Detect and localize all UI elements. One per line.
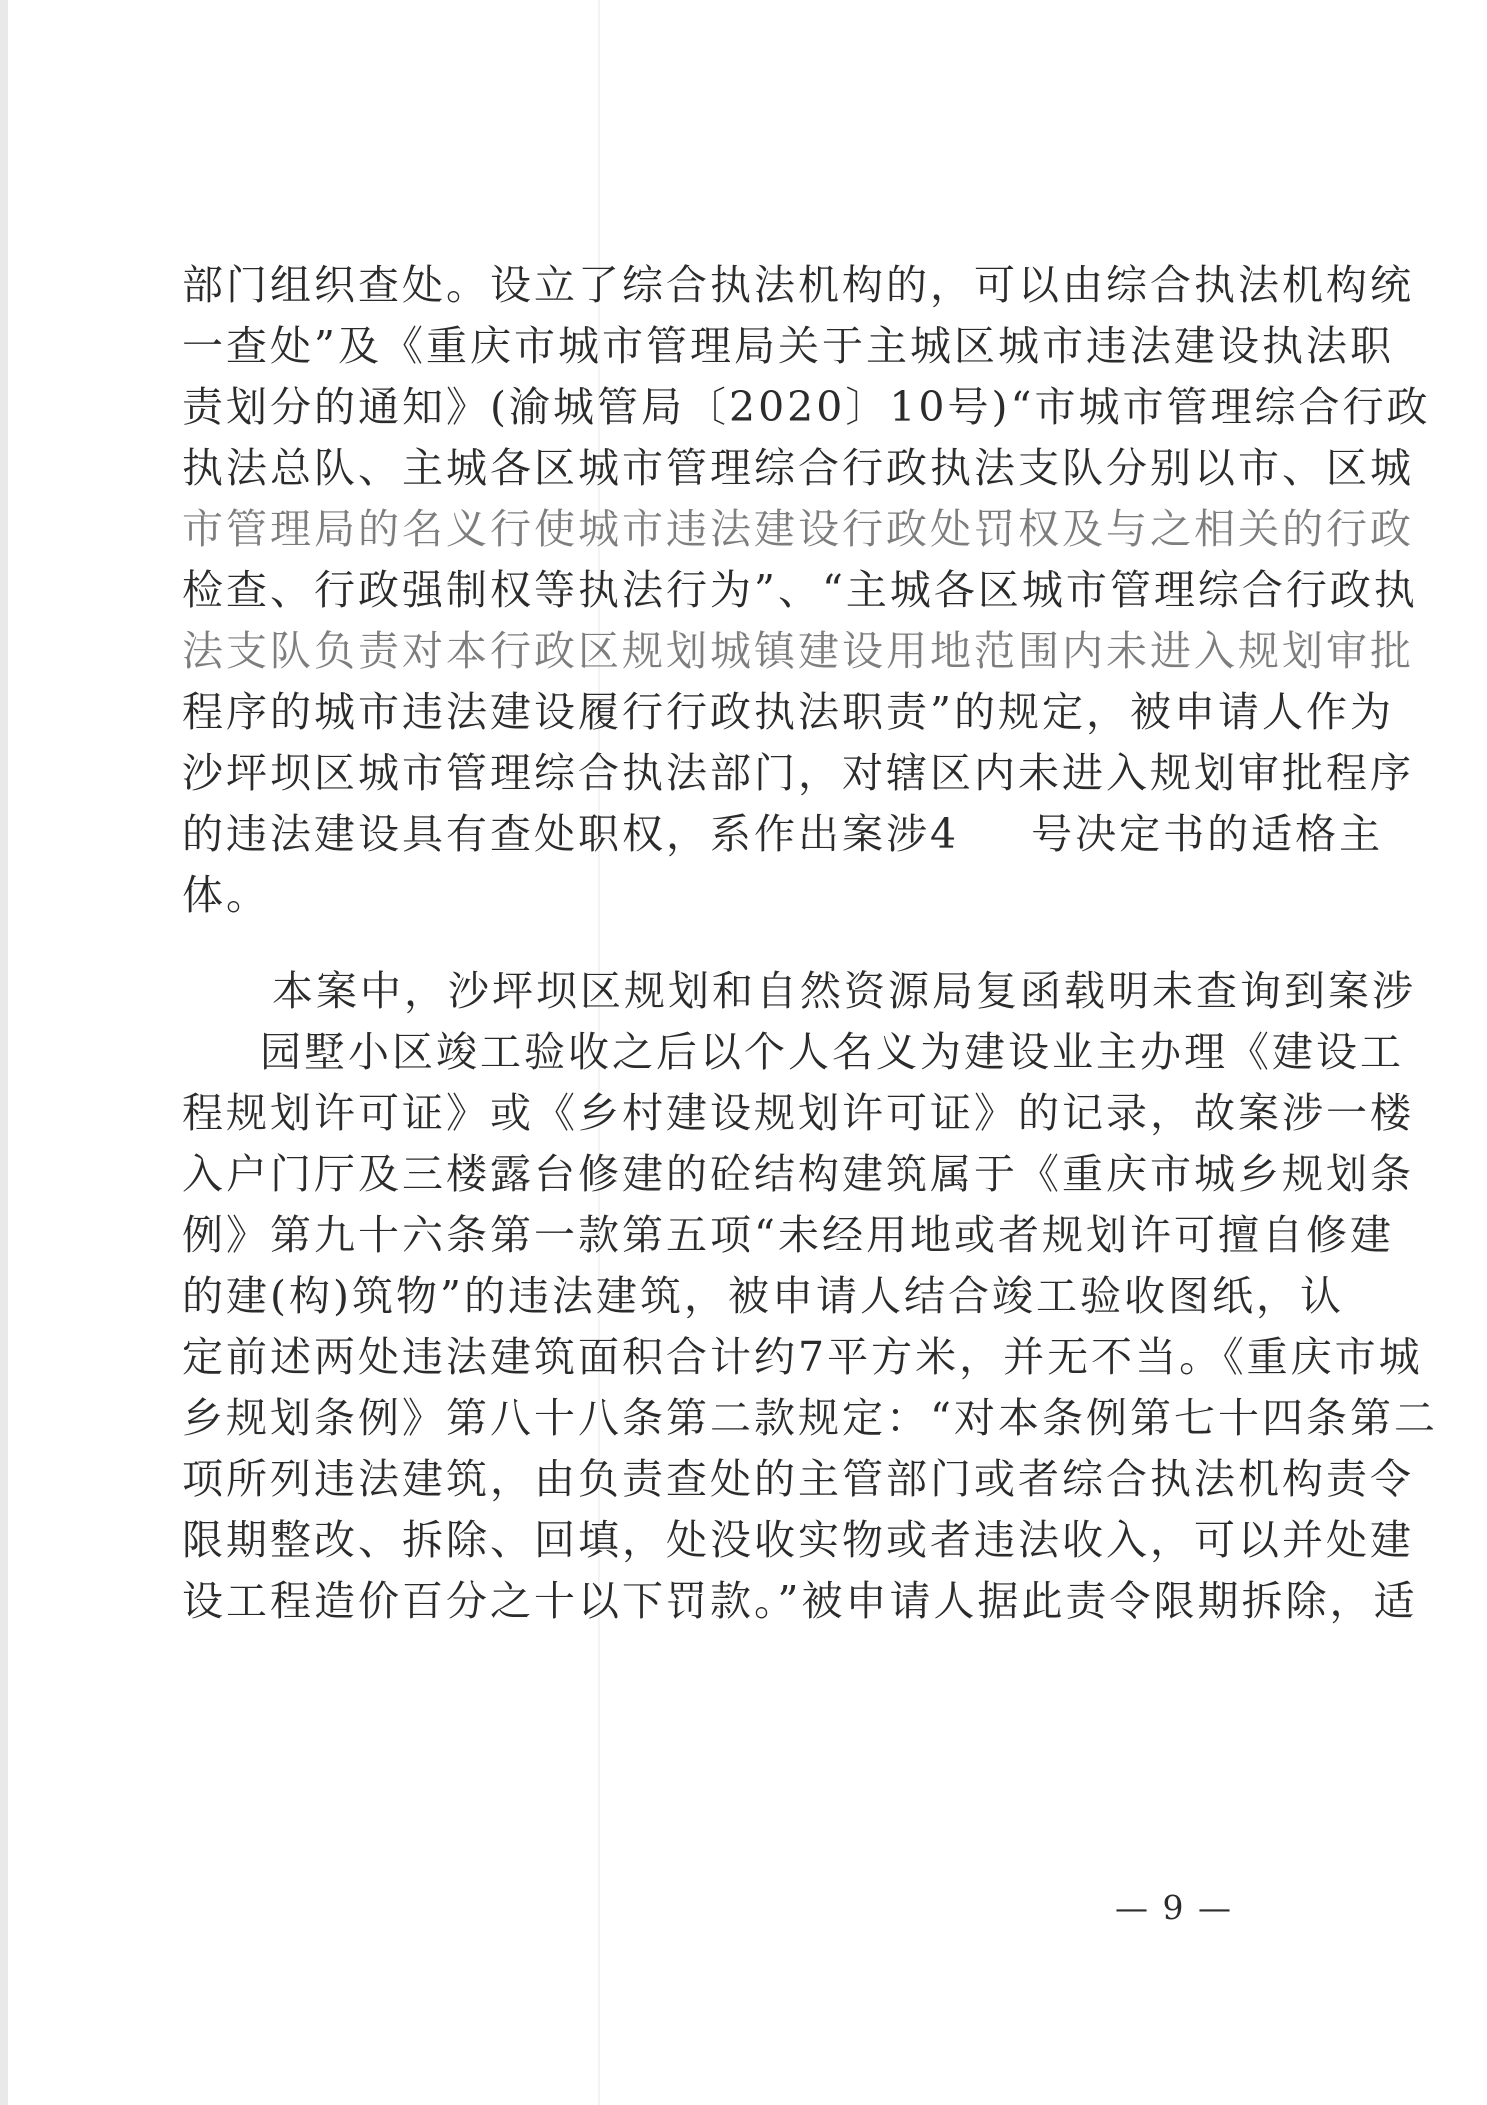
text-line: 限期整改、拆除、回填，处没收实物或者违法收入，可以并处建	[182, 1516, 1414, 1564]
text-line: 程规划许可证》或《乡村建设规划许可证》的记录，故案涉一楼	[182, 1089, 1414, 1137]
text-line: 的建(构)筑物”的违法建筑，被申请人结合竣工验收图纸，认	[182, 1272, 1344, 1320]
paragraph-first-line	[182, 961, 1416, 1022]
redaction-block	[959, 819, 1031, 857]
text-line: 项所列违法建筑，由负责查处的主管部门或者综合执法机构责令	[182, 1455, 1414, 1503]
page-number: — 9 —	[1115, 1888, 1233, 1927]
text-line: 市管理局的名义行使城市违法建设行政处罚权及与之相关的行政	[182, 505, 1414, 553]
text-line	[182, 804, 1384, 865]
redaction-block	[182, 1037, 260, 1075]
text-line: 定前述两处违法建筑面积合计约7平方米，并无不当。《重庆市城	[182, 1333, 1423, 1381]
text-line: 例》第九十六条第一款第五项“未经用地或者规划许可擅自修建	[182, 1211, 1394, 1259]
text-line: 程序的城市违法建设履行行政执法职责”的规定，被申请人作为	[182, 688, 1394, 736]
text-line	[182, 1022, 1404, 1083]
text-segment: 号决定书的适格主	[1031, 810, 1384, 858]
text-line: 沙坪坝区城市管理综合执法部门，对辖区内未进入规划审批程序	[182, 749, 1414, 797]
text-line: 入户门厅及三楼露台修建的砼结构建筑属于《重庆市城乡规划条	[182, 1150, 1414, 1198]
text-line: 责划分的通知》(渝城管局〔2020〕10号)“市城市管理综合行政	[182, 383, 1431, 431]
text-segment: 本案中，沙坪坝区规划和自然资源局复函载明未查询到案涉	[272, 967, 1416, 1015]
text-line: 法支队负责对本行政区规划城镇建设用地范围内未进入规划审批	[182, 627, 1414, 675]
text-line: 乡规划条例》第八十八条第二款规定：“对本条例第七十四条第二	[182, 1394, 1438, 1442]
text-line: 设工程造价百分之十以下罚款。”被申请人据此责令限期拆除，适	[182, 1577, 1418, 1625]
scan-edge	[0, 0, 8, 2105]
text-segment: 园墅小区竣工验收之后以个人名义为建设业主办理《建设工	[260, 1028, 1404, 1076]
document-body	[182, 255, 1438, 1632]
text-segment: 的违法建设具有查处职权，系作出案涉4	[182, 810, 960, 858]
text-line: 体。	[182, 871, 270, 919]
text-line: 部门组织查处。设立了综合执法机构的，可以由综合执法机构统	[182, 261, 1414, 309]
text-line: 一查处”及《重庆市城市管理局关于主城区城市违法建设执法职	[182, 322, 1394, 370]
text-line: 执法总队、主城各区城市管理综合行政执法支队分别以市、区城	[182, 444, 1414, 492]
text-line: 检查、行政强制权等执法行为”、“主城各区城市管理综合行政执	[182, 566, 1418, 614]
